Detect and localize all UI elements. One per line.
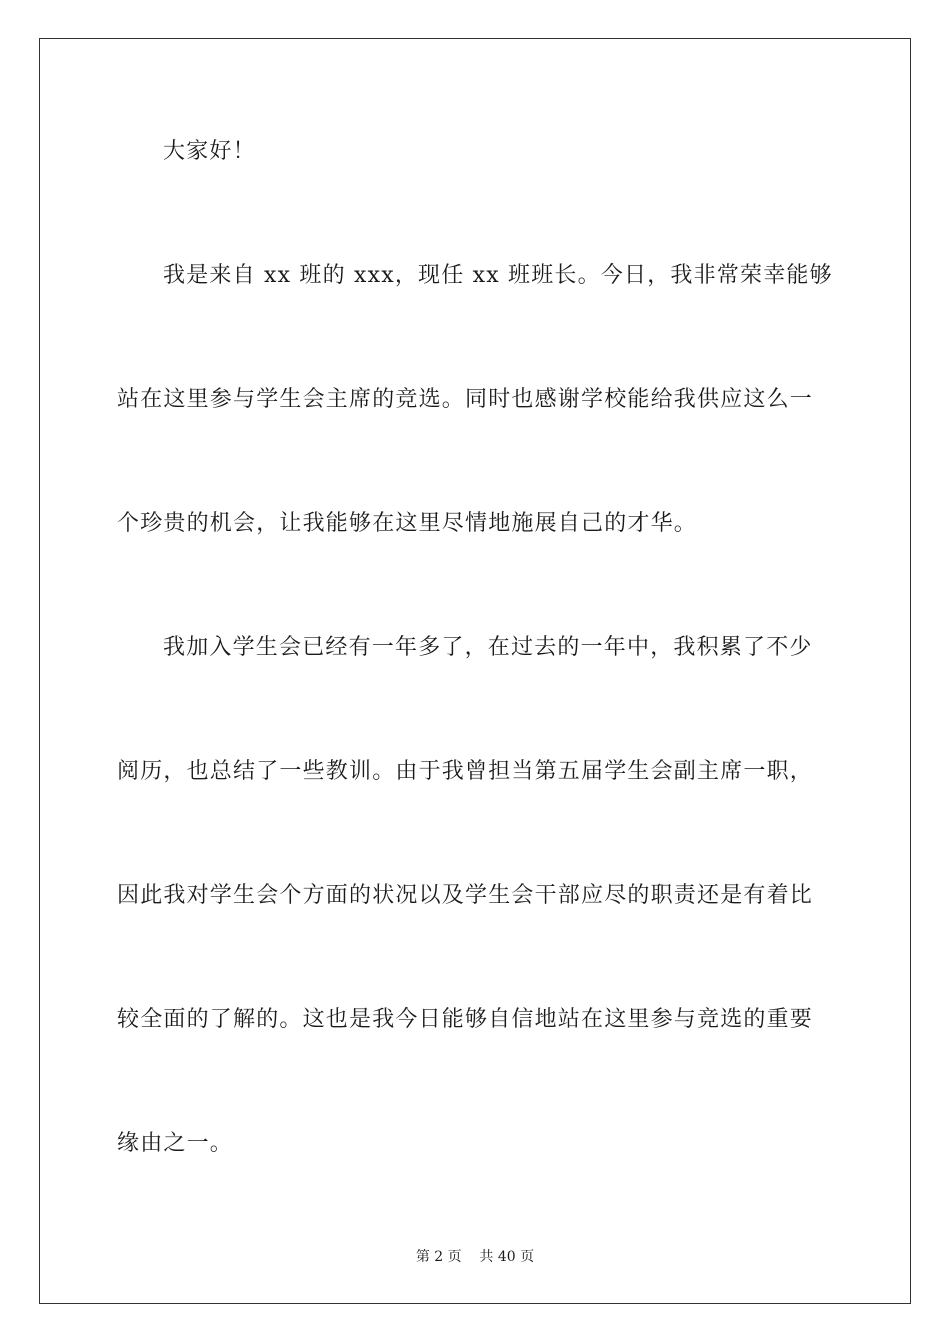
body-text-line: 因此我对学生会个方面的状况以及学生会干部应尽的职责还是有着比 xyxy=(117,883,814,908)
body-text-line: 我加入学生会已经有一年多了，在过去的一年中，我积累了不少 xyxy=(163,635,813,660)
body-text-line: 较全面的了解的。这也是我今日能够自信地站在这里参与竞选的重要 xyxy=(117,1007,814,1032)
body-text-line: 我是来自 xx 班的 xxx，现任 xx 班班长。今日，我非常荣幸能够 xyxy=(163,263,833,288)
body-text-line: 缘由之一。 xyxy=(117,1131,234,1156)
page-number-footer: 第 2 页 共 40 页 xyxy=(415,1249,535,1265)
body-text-line: 个珍贵的机会，让我能够在这里尽情地施展自己的才华。 xyxy=(117,511,698,536)
greeting-line: 大家好！ xyxy=(163,139,256,164)
body-text-line: 站在这里参与学生会主席的竞选。同时也感谢学校能给我供应这么一 xyxy=(117,387,814,412)
body-text-line: 阅历，也总结了一些教训。由于我曾担当第五届学生会副主席一职， xyxy=(117,759,814,784)
page-border xyxy=(39,38,911,1304)
